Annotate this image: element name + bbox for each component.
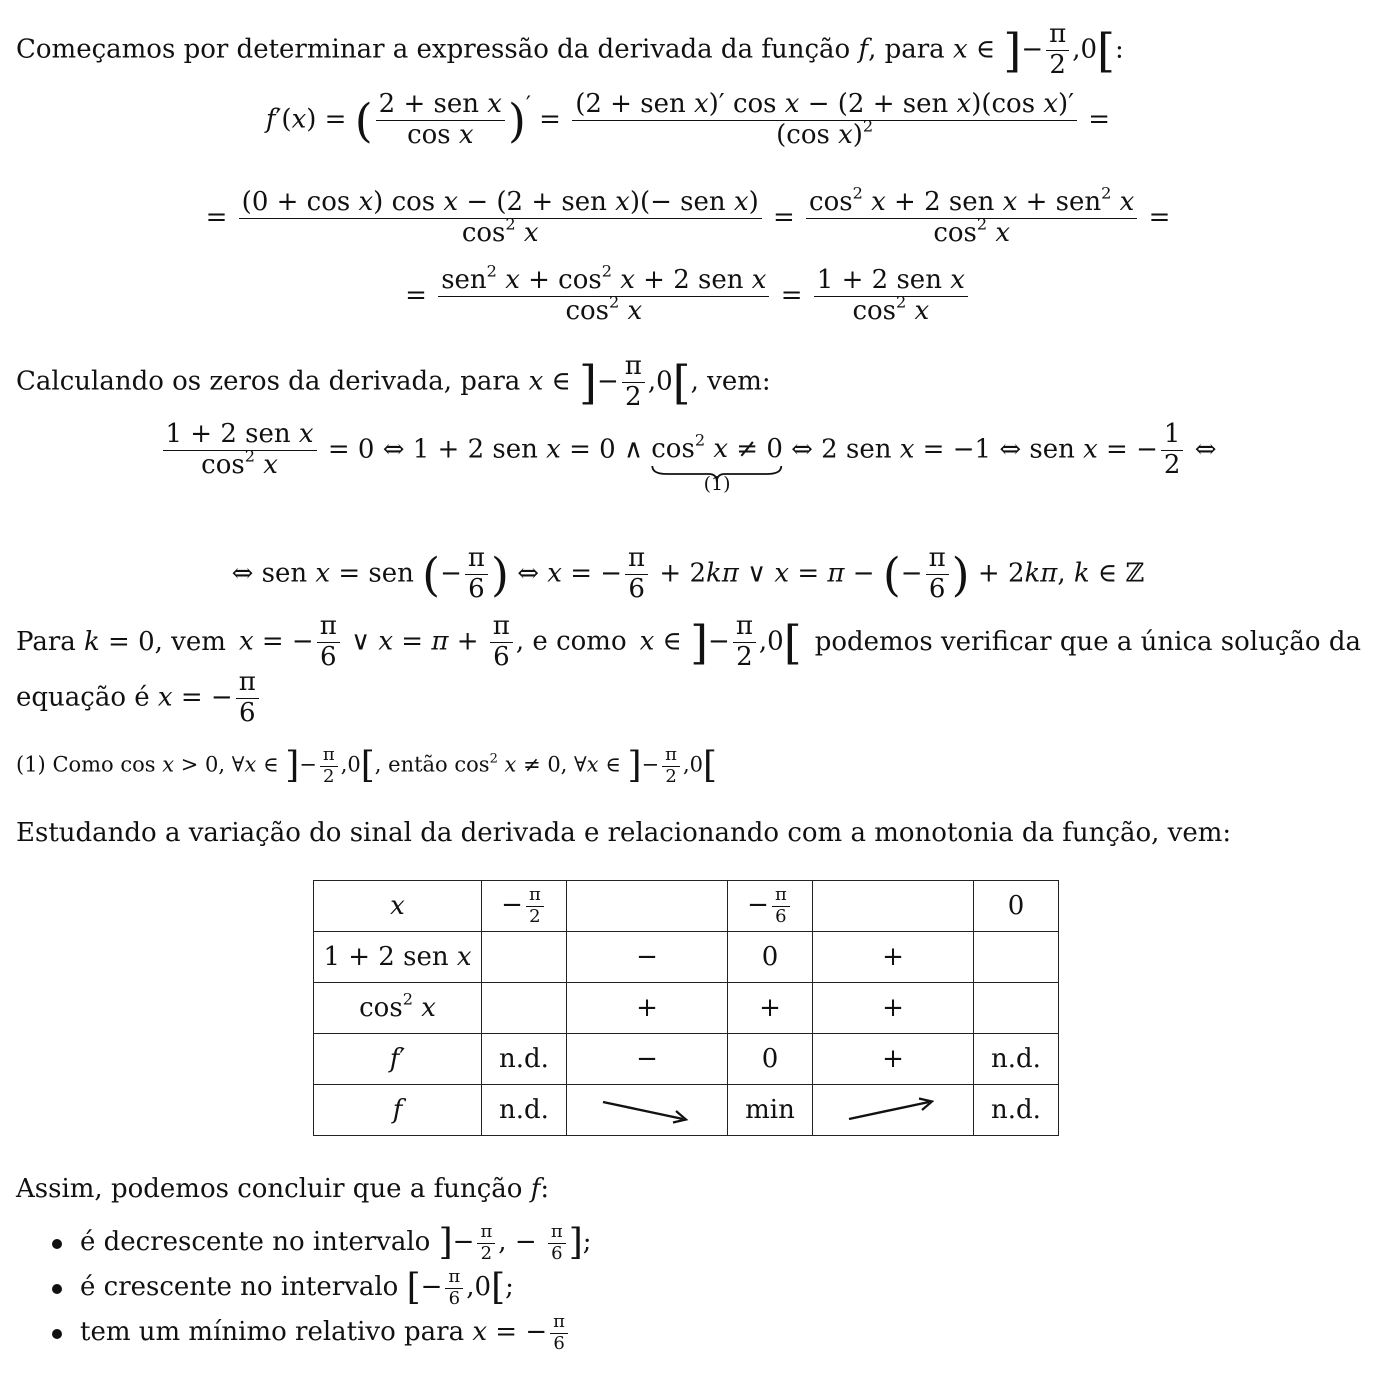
bullet-minimo: tem um mínimo relativo para	[80, 1317, 465, 1347]
conclusion-list	[0, 1220, 592, 1355]
row-label: 1 + 2 sen x	[314, 932, 482, 983]
footnote-marker: (1)	[16, 752, 46, 777]
table-row	[314, 983, 1059, 1034]
table-cell: +	[728, 983, 813, 1034]
header-empty	[813, 881, 974, 932]
list-item: é crescente no intervalo [− $\frac{\pi}{6}$ ,0[;	[0, 1265, 592, 1310]
table-cell	[974, 932, 1059, 983]
footnote: (1) Como cos x > 0, ∀x ∈ ]− $\frac{\pi}{2}$ ,0[, então $\cos^2 x \ne 0$, ∀x ∈ ]− $\frac{\pi}{2}$ ,0[	[16, 744, 718, 787]
table-cell	[482, 932, 567, 983]
table-cell: −	[567, 1034, 728, 1085]
list-item: tem um mínimo relativo para x = − $\frac{\pi}{6}$	[0, 1310, 592, 1355]
table-cell: min	[728, 1085, 813, 1136]
table-row	[314, 881, 1059, 932]
decreasing-arrow-icon	[597, 1095, 697, 1125]
header-minus-pi-half: − $\frac{\pi}{2}$	[482, 881, 567, 932]
vem-short-text: , vem	[154, 627, 226, 658]
table-cell: +	[813, 1034, 974, 1085]
vem-text: , vem:	[690, 366, 771, 397]
bullet-decrescente: é decrescente no intervalo	[80, 1227, 431, 1257]
derivative-line-1: f′(x) = ( $\frac{\text{2 + sen x}}{\text{cos x}}$ )′ = $\frac{\text{(2 + sen x)′ cos x − (2 + sen x)(cos x)′}}{(\cos x)^2}$ =	[265, 89, 1111, 150]
table-cell: 0	[728, 932, 813, 983]
assim-line: Assim, podemos concluir que a função f:	[16, 1174, 550, 1204]
intro-text: Começamos por determinar a expressão da derivada da função	[16, 34, 851, 65]
footnote-como: Como	[52, 752, 114, 777]
assim-text: Assim, podemos concluir que a função	[16, 1174, 523, 1204]
table-row	[314, 1085, 1059, 1136]
table-cell	[567, 1085, 728, 1136]
row-label: $\cos^2 x$	[314, 983, 482, 1034]
estudando-line: Estudando a variação do sinal da derivada e relacionando com a monotonia da função, vem:	[16, 818, 1232, 848]
table-cell: n.d.	[482, 1085, 567, 1136]
header-empty	[567, 881, 728, 932]
header-zero: 0	[974, 881, 1059, 932]
table-cell: +	[813, 932, 974, 983]
table-cell	[813, 1085, 974, 1136]
table-cell: −	[567, 932, 728, 983]
table-cell: n.d.	[482, 1034, 567, 1085]
table-row	[314, 1034, 1059, 1085]
underbrace-label: (1)	[703, 473, 731, 496]
header-minus-pi-sixth: − $\frac{\pi}{6}$	[728, 881, 813, 932]
calc-zeros-text: Calculando os zeros da derivada, para	[16, 366, 521, 397]
zeros-line: Calculando os zeros da derivada, para x ∈ ]− $\frac{\pi}{2}$ ,0[, vem:	[16, 351, 771, 412]
table-cell: n.d.	[974, 1034, 1059, 1085]
derivative-line-3: = $\frac{sen^2 x + \cos^2 x + 2 sen x}{\cos^2 x}$ = $\frac{\text{1 + 2 sen x}}{\cos^2 x}$	[0, 266, 1376, 327]
table-cell	[974, 983, 1059, 1034]
table-cell	[482, 983, 567, 1034]
para-text: Para	[16, 627, 76, 658]
row-label: f′	[314, 1034, 482, 1085]
table-cell: n.d.	[974, 1085, 1059, 1136]
list-item: é decrescente no intervalo ]− $\frac{\pi}{2}$ , − $\frac{\pi}{6}$ ];	[0, 1220, 592, 1265]
zeros-equation-2: ⇔ sen x = sen (− $\frac{\pi}{6}$ ) ⇔ x = − $\frac{\pi}{6}$ + 2kπ ∨ x = π − (− $\frac{\pi}{6}$ ) + 2kπ, k ∈ ℤ	[231, 543, 1145, 604]
table-row	[314, 932, 1059, 983]
increasing-arrow-icon	[843, 1095, 943, 1125]
table-cell: 0	[728, 1034, 813, 1085]
row-label: f	[314, 1085, 482, 1136]
derivative-line-2: = $\frac{\text{(0 + cos x) cos x − (2 + sen x)(− sen x)}}{\cos^2 x}$ = $\frac{\cos^2 x + 2 sen x + sen^2 x}{\cos^2 x}$ =	[205, 183, 1171, 248]
zeros-equation-1: $\frac{\text{1 + 2 sen x}}{\cos^2 x}$ = 0 ⇔ 1 + 2 sen x = 0 ∧ $\cos^2 x \ne 0$ (1) ⇔ 2 sen x = −1 ⇔ sen x = − $\frac{1}{2}$ ⇔	[0, 420, 1376, 481]
underbrace-condition: $\cos^2 x \ne 0$ (1)	[651, 431, 783, 496]
equacao-line: equação é x = − $\frac{\pi}{6}$	[16, 668, 262, 729]
table-cell: +	[813, 983, 974, 1034]
intro-line: Começamos por determinar a expressão da derivada da função f, para x ∈ ]− $\frac{\pi}{2}$ ,0[:	[16, 19, 1124, 80]
footnote-entao: , então	[374, 752, 448, 777]
table-cell: +	[567, 983, 728, 1034]
e-como-text: , e como	[515, 626, 627, 657]
header-x: x	[314, 881, 482, 932]
sign-table	[313, 880, 1059, 1136]
bullet-crescente: é crescente no intervalo	[80, 1272, 399, 1302]
equacao-text: equação é	[16, 682, 150, 713]
podemos-text: podemos verificar que a única solução da	[814, 627, 1361, 658]
k0-line: Para k = 0, vem x = − $\frac{\pi}{6}$ ∨ x = π + $\frac{\pi}{6}$ , e como x ∈ ]− $\frac{\pi}{2}$ ,0[ podemos verificar que a única solução da	[16, 611, 1361, 672]
for-x-text: , para	[868, 34, 945, 65]
